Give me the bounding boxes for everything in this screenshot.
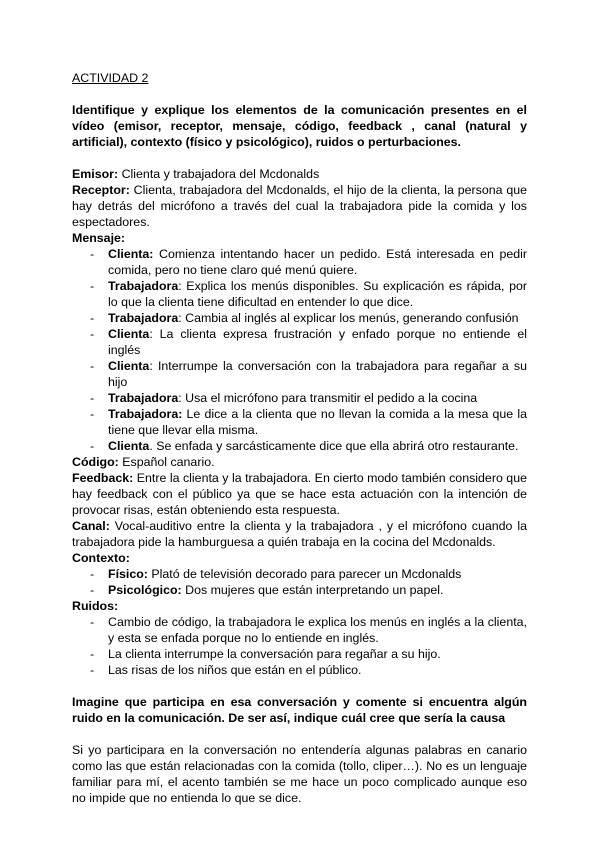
ruidos-list bbox=[72, 614, 527, 678]
spacer bbox=[72, 678, 527, 694]
codigo-paragraph bbox=[72, 454, 527, 470]
answer-2: Si yo participara en la conversación no entendería algunas palabras en canario como las que están relacionadas con la comida (tollo, cliper…). No es un lenguaje familiar para mí, el acento también se me hace un poco complicado aunque eso no impide que no entienda lo que se dice. bbox=[72, 743, 527, 805]
contexto-list bbox=[72, 566, 527, 598]
contexto-item bbox=[108, 566, 527, 582]
codigo-text: Español canario. bbox=[118, 455, 215, 469]
mensaje-list bbox=[72, 246, 527, 454]
mensaje-item bbox=[108, 246, 527, 278]
emisor-label: Emisor: bbox=[72, 167, 119, 181]
mensaje-item-label: Trabajadora: bbox=[108, 407, 183, 421]
contexto-heading: Contexto: bbox=[72, 551, 130, 565]
mensaje-item-label: Trabajadora bbox=[108, 279, 179, 293]
emisor-paragraph bbox=[72, 166, 527, 182]
mensaje-item-text: : Usa el micrófono para transmitir el pedido a la cocina bbox=[178, 391, 478, 405]
feedback-text: Entre la clienta y la trabajadora. En cierto modo también considero que hay feedback con el público ya que se hace esta actuación con la intención de provocar risas, están obteniendo esta respuesta. bbox=[72, 471, 527, 517]
ruidos-item: - Cambio de código, la trabajadora le explica los menús en inglés a la clienta, y esta se enfada porque no lo entiende en inglés. bbox=[108, 614, 527, 646]
question-1: Identifique y explique los elementos de la comunicación presentes en el vídeo (emisor, receptor, mensaje, código, feedback , canal (natural y artificial), contexto (físico y psicológico), ruidos o perturbaciones. bbox=[72, 103, 527, 149]
mensaje-item-label: Clienta bbox=[108, 439, 150, 453]
mensaje-item-text: : La clienta expresa frustración y enfado porque no entiende el inglés bbox=[108, 327, 527, 357]
mensaje-item-label: Trabajadora bbox=[108, 311, 179, 325]
mensaje-item bbox=[108, 278, 527, 310]
contexto-item bbox=[108, 582, 527, 598]
feedback-label: Feedback: bbox=[72, 471, 134, 485]
mensaje-item-text: Comienza intentando hacer un pedido. Está interesada en pedir comida, pero no tiene claro qué menú quiere. bbox=[108, 247, 527, 277]
mensaje-item bbox=[108, 406, 527, 438]
mensaje-item-text: . Se enfada y sarcásticamente dice que ella abrirá otro restaurante. bbox=[149, 439, 519, 453]
mensaje-item bbox=[108, 310, 527, 326]
contexto-item-label: Psicológico: bbox=[108, 583, 182, 597]
ruidos-item: - Las risas de los niños que están en el público. bbox=[108, 662, 527, 678]
mensaje-item-text: : Explica los menús disponibles. Su explicación es rápida, por lo que la clienta tiene dificultad en entender lo que dice. bbox=[108, 279, 527, 309]
mensaje-item bbox=[108, 358, 527, 390]
ruidos-item: - La clienta interrumpe la conversación para regañar a su hijo. bbox=[108, 646, 527, 662]
canal-paragraph bbox=[72, 518, 527, 550]
question-2: Imagine que participa en esa conversación y comente si encuentra algún ruido en la comunicación. De ser así, indique cuál cree que sería la causa bbox=[72, 695, 527, 725]
codigo-label: Código: bbox=[72, 455, 119, 469]
mensaje-item-text: : Interrumpe la conversación con la trabajadora para regañar a su hijo bbox=[108, 359, 527, 389]
mensaje-item bbox=[108, 326, 527, 358]
mensaje-heading: Mensaje: bbox=[72, 231, 126, 245]
mensaje-item-text: : Cambia al inglés al explicar los menús, generando confusión bbox=[178, 311, 519, 325]
receptor-paragraph bbox=[72, 182, 527, 230]
contexto-item-text: Plató de televisión decorado para parecer un Mcdonalds bbox=[147, 567, 462, 581]
feedback-paragraph bbox=[72, 470, 527, 518]
mensaje-item-text: Le dice a la clienta que no llevan la comida a la mesa que la tiene que llevar ella misma. bbox=[108, 407, 527, 437]
canal-text: Vocal-auditivo entre la clienta y la trabajadora , y el micrófono cuando la trabajadora pide la hamburguesa a quién trabaja en la cocina del Mcdonalds. bbox=[72, 519, 527, 549]
canal-label: Canal: bbox=[72, 519, 110, 533]
mensaje-item bbox=[108, 438, 527, 454]
mensaje-item bbox=[108, 390, 527, 406]
mensaje-item-label: Clienta: bbox=[108, 247, 154, 261]
receptor-label: Receptor: bbox=[72, 183, 130, 197]
receptor-text: Clienta, trabajadora del Mcdonalds, el hijo de la clienta, la persona que hay detrás del micrófono a través del cual la trabajadora pide la comida y los espectadores. bbox=[72, 183, 527, 229]
contexto-item-text: Dos mujeres que están interpretando un papel. bbox=[181, 583, 444, 597]
mensaje-item-label: Clienta bbox=[108, 327, 150, 341]
ruidos-heading: Ruidos: bbox=[72, 599, 119, 613]
mensaje-item-label: Clienta bbox=[108, 359, 150, 373]
contexto-item-label: Físico: bbox=[108, 567, 148, 581]
mensaje-item-label: Trabajadora bbox=[108, 391, 179, 405]
emisor-text: Clienta y trabajadora del Mcdonalds bbox=[118, 167, 320, 181]
document-body bbox=[72, 70, 527, 806]
activity-title: ACTIVIDAD 2 bbox=[72, 71, 149, 85]
